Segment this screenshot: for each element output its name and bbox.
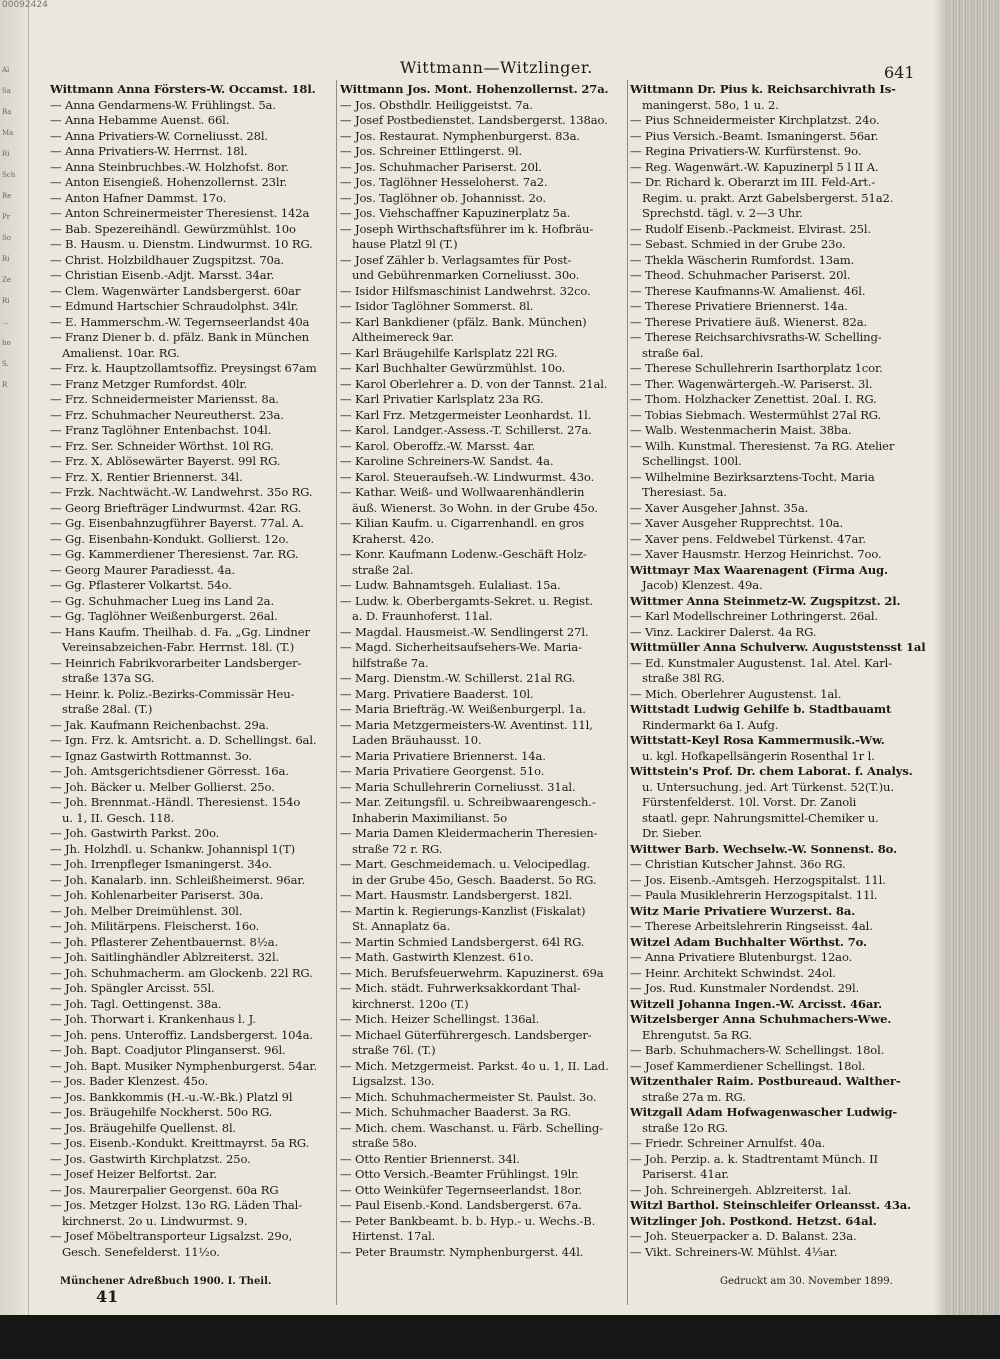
directory-entry: — Jos. Gastwirth Kirchplatzst. 25o.	[50, 1151, 251, 1166]
directory-entry: — Jos. Schreiner Ettlingerst. 9l.	[340, 144, 523, 158]
directory-entry: — Josef Postbedienstet. Landsbergerst. 138ao.	[340, 113, 608, 127]
signature-number: 41	[96, 1287, 119, 1306]
directory-entry: — Isidor Hilfsmaschinist Landwehrst. 32co.	[340, 283, 591, 298]
directory-entry: — Hans Kaufm. Theilhab. d. Fa. „Gg. Lindner	[50, 624, 310, 639]
directory-entry: — Mich. Schuhmachermeister St. Paulst. 3o.	[340, 1089, 597, 1104]
adjacent-page-fragment: Re	[2, 192, 12, 200]
directory-entry: — Kathar. Weiß- und Wollwaarenhändlerin	[340, 485, 585, 499]
directory-entry: — Jos. Bader Klenzest. 45o.	[50, 1074, 208, 1088]
directory-entry: — Karl Buchhalter Gewürzmühlst. 10o.	[340, 361, 566, 375]
directory-entry: — Karl Bräugehilfe Karlsplatz 22l RG.	[340, 345, 558, 360]
directory-entry-head: Witzel Adam Buchhalter Wörthst. 7o.	[630, 934, 867, 949]
directory-entry: staatl. gepr. Nahrungsmittel-Chemiker u.	[642, 810, 879, 825]
directory-entry: — Mich. Schuhmacher Baaderst. 3a RG.	[340, 1105, 571, 1119]
directory-entry: — Anna Privatiers-W. Corneliusst. 28l.	[50, 128, 268, 143]
directory-entry: — Thekla Wäscherin Rumfordst. 13am.	[630, 252, 855, 267]
directory-entry: — Karol. Landger.-Assess.-T. Schillerst. 27a.	[340, 423, 592, 437]
directory-entry-head: Wittstatt-Keyl Rosa Kammermusik.-Ww.	[630, 733, 885, 747]
directory-entry: — Kilian Kaufm. u. Cigarrenhandl. en gros	[340, 516, 585, 530]
directory-entry: — Frz. Schneidermeister Mariensst. 8a.	[50, 392, 279, 406]
directory-entry: — Franz Diener b. d. pfälz. Bank in München	[50, 330, 309, 344]
directory-entry: — Franz Metzger Rumfordst. 40lr.	[50, 376, 248, 391]
directory-entry: — Otto Versich.-Beamter Frühlingst. 19lr.	[340, 1167, 579, 1181]
directory-entry: — Josef Zähler b. Verlagsamtes für Post-	[340, 252, 572, 267]
directory-entry: — Joh. Schreinergeh. Ablzreiterst. 1al.	[630, 1182, 852, 1197]
directory-entry-head: Witzelsberger Anna Schuhmachers-Wwe.	[630, 1012, 892, 1026]
adjacent-page-fragment: Ri	[2, 297, 10, 305]
directory-entry: — Karol. Steueraufseh.-W. Lindwurmst. 43o.	[340, 469, 595, 484]
directory-entry: — Frz. Schuhmacher Neureutherst. 23a.	[50, 407, 284, 422]
directory-entry: äuß. Wienerst. 3o Wohn. in der Grube 45o.	[352, 500, 598, 515]
directory-entry: — Magdal. Hausmeist.-W. Sendlingerst 27l.	[340, 624, 589, 639]
directory-entry: — Joh. Irrenpfleger Ismaningerst. 34o.	[50, 857, 272, 871]
directory-entry: u. kgl. Hofkapellsängerin Rosenthal 1r l.	[642, 748, 875, 763]
directory-entry: — Ludw. k. Oberbergamts-Sekret. u. Regist.	[340, 593, 594, 608]
directory-entry: — Ign. Frz. k. Amtsricht. a. D. Schellingst. 6al.	[50, 733, 317, 747]
directory-entry: — Joh. Schuhmacherm. am Glockenb. 22l RG.	[50, 965, 313, 980]
directory-entry: — Reg. Wagenwärt.-W. Kapuzinerpl 5 l II A.	[630, 159, 879, 174]
directory-entry: — Ed. Kunstmaler Augustenst. 1al. Atel. Karl-	[630, 655, 892, 670]
directory-entry: — Maria Metzgermeisters-W. Aventinst. 11l,	[340, 717, 593, 732]
directory-entry: — Frz. X. Rentier Briennerst. 34l.	[50, 469, 243, 484]
directory-entry: straße 137a SG.	[62, 671, 155, 685]
directory-entry: Laden Bräuhausst. 10.	[352, 733, 482, 747]
directory-entry: Altheimereck 9ar.	[352, 330, 454, 344]
directory-entry: Jacob) Klenzest. 49a.	[642, 578, 763, 592]
directory-entry: straße 72 r. RG.	[352, 841, 443, 856]
directory-entry: — Frzk. Nachtwächt.-W. Landwehrst. 35o RG.	[50, 485, 313, 499]
directory-entry: — Jos. Eisenb.-Kondukt. Kreittmayrst. 5a RG.	[50, 1136, 310, 1150]
directory-entry: — Xaver Hausmstr. Herzog Heinrichst. 7oo.	[630, 547, 882, 561]
directory-entry: — Joseph Wirthschaftsführer im k. Hofbräu-	[340, 221, 594, 236]
column-3	[630, 82, 926, 1260]
directory-entry: — Josef Möbeltransporteur Ligsalzst. 29o,	[50, 1229, 292, 1243]
directory-entry: — Josef Kammerdiener Schellingst. 18ol.	[630, 1058, 866, 1073]
directory-entry: u. Untersuchung. jed. Art Türkenst. 52(T.)u.	[642, 779, 894, 794]
directory-entry: — Clem. Wagenwärter Landsbergerst. 60ar	[50, 283, 301, 298]
directory-entry: — Math. Gastwirth Klenzest. 61o.	[340, 950, 534, 964]
directory-entry: — Maria Privatiere Georgenst. 51o.	[340, 764, 545, 778]
directory-entry: — Frz. Ser. Schneider Wörthst. 10l RG.	[50, 438, 274, 453]
directory-entry: — Jak. Kaufmann Reichenbachst. 29a.	[50, 717, 270, 732]
directory-entry: — Heinr. k. Poliz.-Bezirks-Commissär Heu-	[50, 686, 295, 701]
directory-entry: in der Grube 45o, Gesch. Baaderst. 5o RG.	[352, 872, 597, 887]
directory-entry: — Karol. Oberoffz.-W. Marsst. 4ar.	[340, 438, 536, 453]
directory-entry: — Otto Rentier Briennerst. 34l.	[340, 1151, 520, 1166]
directory-entry: Hirtenst. 17al.	[352, 1229, 436, 1243]
directory-entry: — Jos. Obsthdlr. Heiliggeistst. 7a.	[340, 97, 533, 112]
directory-entry: Theresiast. 5a.	[642, 485, 727, 499]
directory-entry: und Gebührenmarken Corneliusst. 30o.	[352, 268, 580, 282]
directory-entry: hilfstraße 7a.	[352, 655, 429, 670]
directory-entry: — Therese Privatiere äuß. Wienerst. 82a.	[630, 314, 868, 329]
directory-entry: — Magd. Sicherheitsaufsehers-We. Maria-	[340, 640, 582, 654]
directory-entry: Regim. u. prakt. Arzt Gabelsbergerst. 51a2.	[642, 190, 894, 205]
directory-entry-head: Witzl Barthol. Steinschleifer Orleansst. 43a.	[630, 1198, 912, 1212]
print-date: Gedruckt am 30. November 1899.	[720, 1276, 893, 1287]
directory-entry: — Anton Eisengieß. Hohenzollernst. 23lr.	[50, 175, 288, 189]
directory-entry: — Gg. Schuhmacher Lueg ins Land 2a.	[50, 593, 274, 608]
directory-entry: — Christian Eisenb.-Adjt. Marsst. 34ar.	[50, 268, 275, 282]
directory-entry: Sprechstd. tägl. v. 2—3 Uhr.	[642, 206, 803, 220]
directory-entry: — Jos. Metzger Holzst. 13o RG. Läden Thal-	[50, 1198, 302, 1212]
adjacent-page-fragment: So	[2, 234, 12, 242]
directory-entry: — Joh. Melber Dreimühlenst. 30l.	[50, 903, 243, 918]
directory-entry: — Gg. Eisenbahnzugführer Bayerst. 77al. A.	[50, 516, 304, 530]
adjacent-page-fragment: Sa	[2, 87, 11, 95]
directory-entry: — Karl Frz. Metzgermeister Leonhardst. 1l.	[340, 407, 592, 422]
directory-entry: — Mich. Berufsfeuerwehrm. Kapuzinerst. 69a	[340, 965, 604, 980]
directory-entry-head: Wittmann Anna Försters-W. Occamst. 18l.	[50, 82, 316, 96]
directory-entry: — Anton Schreinermeister Theresienst. 142a	[50, 206, 310, 220]
directory-entry: — Tobias Siebmach. Westermühlst 27al RG.	[630, 407, 882, 422]
directory-entry: u. 1, II. Gesch. 118.	[62, 810, 175, 825]
directory-entry: — Karol Oberlehrer a. D. von der Tannst. 21al.	[340, 376, 608, 391]
directory-entry: — Joh. Brennmat.-Händl. Theresienst. 154o	[50, 795, 301, 809]
directory-entry: Amalienst. 10ar. RG.	[62, 345, 180, 360]
directory-entry: — Joh. Steuerpacker a. D. Balanst. 23a.	[630, 1229, 857, 1243]
adjacent-page-fragment: S.	[2, 360, 9, 368]
directory-entry: — Joh. Kanalarb. inn. Schleißheimerst. 96ar.	[50, 872, 306, 887]
directory-entry-head: Wittmann Jos. Mont. Hohenzollernst. 27a.	[340, 82, 609, 96]
directory-entry: Rindermarkt 6a I. Aufg.	[642, 717, 779, 732]
directory-entry: — Joh. Perzip. a. k. Stadtrentamt Münch. II	[630, 1151, 878, 1166]
directory-entry: straße 38l RG.	[642, 671, 725, 685]
adjacent-page-fragment: ...	[2, 318, 9, 326]
directory-entry: — Konr. Kaufmann Lodenw.-Geschäft Holz-	[340, 547, 587, 561]
directory-entry: — Mart. Geschmeidemach. u. Velocipedlag.	[340, 857, 591, 871]
directory-entry: — Jos. Bräugehilfe Nockherst. 50o RG.	[50, 1105, 273, 1119]
directory-entry-head: Witzgall Adam Hofwagenwascher Ludwig-	[630, 1105, 898, 1119]
directory-entry: — Martin k. Regierungs-Kanzlist (Fiskalat)	[340, 903, 586, 918]
directory-entry-head: Wittmann Dr. Pius k. Reichsarchivrath Is-	[630, 82, 896, 96]
page-edge	[948, 0, 1000, 1359]
directory-entry: — Edmund Hartschier Schraudolphst. 34lr.	[50, 299, 299, 313]
directory-entry: Inhaberin Maximilianst. 5o	[352, 810, 508, 825]
directory-entry: — Friedr. Schreiner Arnulfst. 40a.	[630, 1136, 826, 1150]
directory-entry: — Jos. Maurerpalier Georgenst. 60a RG	[50, 1182, 279, 1197]
directory-entry: — Therese Reichsarchivsraths-W. Schelling-	[630, 330, 882, 344]
column-divider	[336, 80, 337, 1305]
directory-entry: — Wilh. Kunstmal. Theresienst. 7a RG. Atelier	[630, 438, 895, 453]
directory-entry: — Isidor Taglöhner Sommerst. 8l.	[340, 299, 534, 313]
directory-entry: — Joh. Tagl. Oettingenst. 38a.	[50, 996, 222, 1011]
directory-entry: — Therese Arbeitslehrerin Ringseisst. 4al.	[630, 919, 873, 933]
directory-entry: — Maria Privatiere Briennerst. 14a.	[340, 748, 546, 763]
directory-entry: — B. Hausm. u. Dienstm. Lindwurmst. 10 RG.	[50, 237, 313, 251]
directory-entry: — Anna Privatiers-W. Herrnst. 18l.	[50, 144, 248, 158]
adjacent-page-fragment: Ri	[2, 150, 10, 158]
directory-entry: Pariserst. 41ar.	[642, 1167, 729, 1181]
directory-entry-head: Wittmüller Anna Schulverw. Auguststensst 1al	[630, 640, 926, 654]
directory-entry: — Martin Schmied Landsbergerst. 64l RG.	[340, 934, 585, 949]
directory-entry: — Regina Privatiers-W. Kurfürstenst. 9o.	[630, 144, 862, 158]
directory-entry: — Georg Briefträger Lindwurmst. 42ar. RG.	[50, 500, 302, 515]
directory-entry: straße 58o.	[352, 1136, 417, 1150]
directory-entry: — Joh. Amtsgerichtsdiener Görresst. 16a.	[50, 764, 289, 778]
adjacent-page-fragment: Ba	[2, 108, 12, 116]
directory-entry: — Maria Damen Kleidermacherin Theresien-	[340, 826, 598, 840]
directory-entry: Schellingst. 100l.	[642, 454, 742, 468]
adjacent-page-fragment: Ri	[2, 255, 10, 263]
column-2	[340, 82, 628, 1260]
directory-entry: — Vikt. Schreiners-W. Mühlst. 4⅓ar.	[630, 1244, 838, 1259]
directory-entry: — Karl Bankdiener (pfälz. Bank. München)	[340, 314, 587, 329]
column-1	[50, 82, 338, 1260]
directory-entry: straße 76l. (T.)	[352, 1043, 436, 1057]
directory-entry: a. D. Fraunhoferst. 11al.	[352, 609, 493, 623]
directory-entry: Ligsalzst. 13o.	[352, 1074, 435, 1088]
directory-entry: — Joh. pens. Unteroffiz. Landsbergerst. 104a.	[50, 1027, 313, 1042]
directory-entry: Gesch. Senefelderst. 11½o.	[62, 1244, 220, 1259]
directory-entry: — Pius Versich.-Beamt. Ismaningerst. 56ar.	[630, 128, 879, 143]
directory-entry: — Xaver Ausgeher Rupprechtst. 10a.	[630, 516, 844, 530]
directory-entry: — Joh. Bapt. Musiker Nymphenburgerst. 54ar.	[50, 1058, 318, 1073]
directory-entry: — Karl Modellschreiner Lothringerst. 26al.	[630, 609, 878, 623]
directory-entry: — Joh. Spängler Arcisst. 55l.	[50, 981, 215, 995]
directory-entry: — Xaver Ausgeher Jahnst. 35a.	[630, 500, 809, 515]
directory-entry: — Thom. Holzhacker Zenettist. 20al. I. RG.	[630, 392, 877, 406]
directory-entry: — Mich. Heizer Schellingst. 136al.	[340, 1012, 540, 1026]
directory-entry: — Rudolf Eisenb.-Packmeist. Elvirast. 25l.	[630, 221, 871, 236]
directory-entry: — Christian Kutscher Jahnst. 36o RG.	[630, 857, 846, 871]
directory-entry: — Maria Schullehrerin Corneliusst. 31al.	[340, 779, 576, 794]
directory-entry: — Mart. Hausmstr. Landsbergerst. 182l.	[340, 888, 573, 902]
directory-entry: — Marg. Dienstm.-W. Schillerst. 21al RG.	[340, 671, 576, 685]
directory-entry: — Walb. Westenmacherin Maist. 38ba.	[630, 423, 852, 437]
directory-entry: — Anna Hebamme Auenst. 66l.	[50, 113, 230, 127]
directory-entry: — Joh. Saitlinghändler Ablzreiterst. 32l.	[50, 950, 280, 964]
directory-entry: — Frz. X. Ablösewärter Bayerst. 99l RG.	[50, 454, 281, 468]
directory-entry: — E. Hammerschm.-W. Tegernseerlandst 40a	[50, 314, 310, 329]
directory-entry: — Michael Güterführergesch. Landsberger-	[340, 1027, 592, 1042]
directory-entry: — Therese Schullehrerin Isarthorplatz 1cor.	[630, 361, 883, 375]
page-number: 641	[884, 63, 915, 82]
directory-entry: Vereinsabzeichen-Fabr. Herrnst. 18l. (T.)	[62, 640, 295, 654]
directory-entry: — Peter Braumstr. Nymphenburgerst. 44l.	[340, 1244, 584, 1259]
directory-entry: — Anna Privatiere Blutenburgst. 12ao.	[630, 950, 853, 964]
directory-entry: — Wilhelmine Bezirksarztens-Tocht. Maria	[630, 469, 875, 484]
directory-entry: — Joh. Kohlenarbeiter Pariserst. 30a.	[50, 888, 264, 902]
directory-entry: — Joh. Bäcker u. Melber Gollierst. 25o.	[50, 779, 275, 794]
directory-entry: — Christ. Holzbildhauer Zugspitzst. 70a.	[50, 252, 285, 267]
directory-entry: — Joh. Bapt. Coadjutor Plinganserst. 96l.	[50, 1043, 286, 1057]
footer-note: Münchener Adreßbuch 1900. I. Theil.	[60, 1276, 272, 1287]
directory-entry: — Jh. Holzhdl. u. Schankw. Johannispl 1(T)	[50, 841, 295, 856]
directory-entry: — Jos. Bankkommis (H.-u.-W.-Bk.) Platzl 9l	[50, 1089, 293, 1104]
directory-entry-head: Wittstein's Prof. Dr. chem Laborat. f. Analys.	[630, 764, 913, 778]
directory-entry-head: Wittmayr Max Waarenagent (Firma Aug.	[630, 562, 888, 577]
directory-entry: — Joh. Thorwart i. Krankenhaus l. J.	[50, 1012, 256, 1026]
directory-entry-head: Witzell Johanna Ingen.-W. Arcisst. 46ar.	[630, 996, 882, 1011]
directory-entry: straße 12o RG.	[642, 1120, 728, 1135]
directory-entry: Dr. Sieber.	[642, 826, 703, 840]
directory-entry: maningerst. 58o, 1 u. 2.	[642, 97, 779, 112]
adjacent-page-fragment: Al	[2, 66, 10, 74]
directory-entry: — Franz Taglöhner Entenbachst. 104l.	[50, 423, 272, 437]
directory-entry-head: Wittwer Barb. Wechselw.-W. Sonnenst. 8o.	[630, 841, 897, 856]
directory-entry: — Karoline Schreiners-W. Sandst. 4a.	[340, 454, 554, 468]
directory-entry-head: Witz Marie Privatiere Wurzerst. 8a.	[630, 903, 856, 918]
directory-entry: — Jos. Rud. Kunstmaler Nordendst. 29l.	[630, 981, 860, 995]
directory-entry: — Ludw. Bahnamtsgeh. Eulaliast. 15a.	[340, 578, 561, 592]
directory-entry: — Jos. Taglöhner ob. Johannisst. 2o.	[340, 190, 546, 205]
directory-entry: Ehrengutst. 5a RG.	[642, 1027, 752, 1042]
directory-entry: kirchnerst. 120o (T.)	[352, 996, 469, 1011]
directory-entry: — Paul Eisenb.-Kond. Landsbergerst. 67a.	[340, 1198, 582, 1212]
directory-entry-head: Wittstadt Ludwig Gehilfe b. Stadtbauamt	[630, 702, 892, 716]
directory-entry: — Heinr. Architekt Schwindst. 24ol.	[630, 965, 836, 980]
directory-entry: — Jos. Taglöhner Hesseloherst. 7a2.	[340, 175, 548, 189]
directory-entry: — Barb. Schuhmachers-W. Schellingst. 18ol.	[630, 1043, 885, 1057]
directory-entry: — Paula Musiklehrerin Herzogspitalst. 11l.	[630, 888, 878, 902]
directory-entry: — Dr. Richard k. Oberarzt im III. Feld-Art.-	[630, 175, 876, 189]
directory-entry: — Gg. Kammerdiener Theresienst. 7ar. RG.	[50, 547, 299, 561]
directory-entry: — Gg. Eisenbahn-Kondukt. Gollierst. 12o.	[50, 531, 289, 546]
scan-background	[0, 1315, 1000, 1359]
directory-entry: — Gg. Pflasterer Volkartst. 54o.	[50, 578, 232, 592]
directory-entry: — Jos. Restaurat. Nymphenburgerst. 83a.	[340, 128, 580, 143]
directory-entry: — Heinrich Fabrikvorarbeiter Landsberger-	[50, 655, 302, 670]
directory-entry: — Ignaz Gastwirth Rottmannst. 3o.	[50, 748, 252, 763]
adjacent-page-fragment: R	[2, 381, 8, 389]
directory-entry: — Mar. Zeitungsfil. u. Schreibwaarengesch.-	[340, 795, 596, 809]
directory-entry: — Georg Maurer Paradiesst. 4a.	[50, 562, 235, 577]
page-header-title: Wittmann—Witzlinger.	[400, 58, 593, 77]
gutter-shadow	[934, 0, 948, 1359]
directory-entry: — Ther. Wagenwärtergeh.-W. Pariserst. 3l.	[630, 376, 873, 391]
directory-entry: — Karl Privatier Karlsplatz 23a RG.	[340, 392, 544, 406]
adjacent-page-fragment: Sch	[2, 171, 16, 179]
directory-entry: — Mich. städt. Fuhrwerksakkordant Thal-	[340, 981, 581, 995]
directory-entry: — Peter Bankbeamt. b. b. Hyp.- u. Wechs.-B.	[340, 1213, 596, 1228]
directory-entry: — Therese Kaufmanns-W. Amalienst. 46l.	[630, 283, 866, 298]
adjacent-page-fragment: ho	[2, 339, 11, 347]
directory-entry: — Xaver pens. Feldwebel Türkenst. 47ar.	[630, 531, 866, 546]
column-divider	[627, 80, 628, 1305]
directory-entry: — Anna Steinbruchbes.-W. Holzhofst. 8or.	[50, 159, 289, 174]
directory-entry: — Jos. Bräugehilfe Quellenst. 8l.	[50, 1120, 237, 1135]
directory-entry-head: Wittmer Anna Steinmetz-W. Zugspitzst. 2l.	[630, 593, 901, 608]
adjacent-page-fragment: Ma	[2, 129, 14, 137]
directory-entry: Kraherst. 42o.	[352, 531, 435, 546]
directory-entry: — Pius Schneidermeister Kirchplatzst. 24o.	[630, 113, 880, 127]
directory-entry: straße 28al. (T.)	[62, 702, 153, 716]
directory-entry: — Anton Hafner Dammst. 17o.	[50, 190, 227, 205]
adjacent-page-strip	[0, 0, 48, 1315]
scan-id: 00092424	[2, 0, 48, 10]
directory-entry: straße 2al.	[352, 562, 414, 577]
directory-entry: Fürstenfelderst. 10l. Vorst. Dr. Zanoli	[642, 795, 857, 809]
directory-entry: — Sebast. Schmied in der Grube 23o.	[630, 237, 846, 251]
directory-entry: — Joh. Militärpens. Fleischerst. 16o.	[50, 919, 260, 933]
directory-entry: St. Annaplatz 6a.	[352, 919, 451, 933]
directory-entry: kirchnerst. 2o u. Lindwurmst. 9.	[62, 1213, 248, 1228]
directory-entry: — Jos. Schuhmacher Pariserst. 20l.	[340, 159, 542, 174]
directory-entry: hause Platzl 9l (T.)	[352, 237, 458, 251]
directory-entry-head: Witzenthaler Raim. Postbureaud. Walther-	[630, 1074, 901, 1088]
directory-entry: — Bab. Spezereihändl. Gewürzmühlst. 10o	[50, 221, 296, 236]
directory-entry: — Therese Privatiere Briennerst. 14a.	[630, 299, 848, 313]
directory-entry: — Josef Heizer Belfortst. 2ar.	[50, 1167, 217, 1181]
directory-entry: — Joh. Pflasterer Zehentbauernst. 8½a.	[50, 934, 279, 949]
directory-entry: straße 27a m. RG.	[642, 1089, 746, 1104]
adjacent-page-fragment: Pr	[2, 213, 11, 221]
directory-entry: — Jos. Viehschaffner Kapuzinerplatz 5a.	[340, 206, 571, 220]
directory-entry: straße 6al.	[642, 345, 704, 360]
directory-entry: — Theod. Schuhmacher Pariserst. 20l.	[630, 268, 851, 282]
directory-entry: — Anna Gendarmens-W. Frühlingst. 5a.	[50, 97, 276, 112]
directory-entry: — Joh. Gastwirth Parkst. 20o.	[50, 826, 220, 840]
directory-entry: — Mich. Oberlehrer Augustenst. 1al.	[630, 686, 842, 701]
directory-entry: — Mich. Metzgermeist. Parkst. 4o u. 1, II. Lad.	[340, 1058, 609, 1073]
directory-entry: — Frz. k. Hauptzollamtsoffiz. Preysingst 67am	[50, 361, 317, 375]
directory-entry: — Gg. Taglöhner Weißenburgerst. 26al.	[50, 609, 278, 623]
directory-entry: — Otto Weinküfer Tegernseerlandst. 18or.	[340, 1182, 583, 1197]
directory-entry: — Vinz. Lackirer Dalerst. 4a RG.	[630, 624, 817, 639]
directory-entry: — Maria Briefträg.-W. Weißenburgerpl. 1a.	[340, 702, 586, 716]
directory-entry: — Marg. Privatiere Baaderst. 10l.	[340, 686, 534, 701]
adjacent-page-fragment: Ze	[2, 276, 12, 284]
directory-entry-head: Witzlinger Joh. Postkond. Hetzst. 64al.	[630, 1213, 877, 1228]
directory-entry: — Jos. Eisenb.-Amtsgeh. Herzogspitalst. 11l.	[630, 872, 886, 887]
directory-entry: — Mich. chem. Waschanst. u. Färb. Schelling-	[340, 1120, 603, 1135]
